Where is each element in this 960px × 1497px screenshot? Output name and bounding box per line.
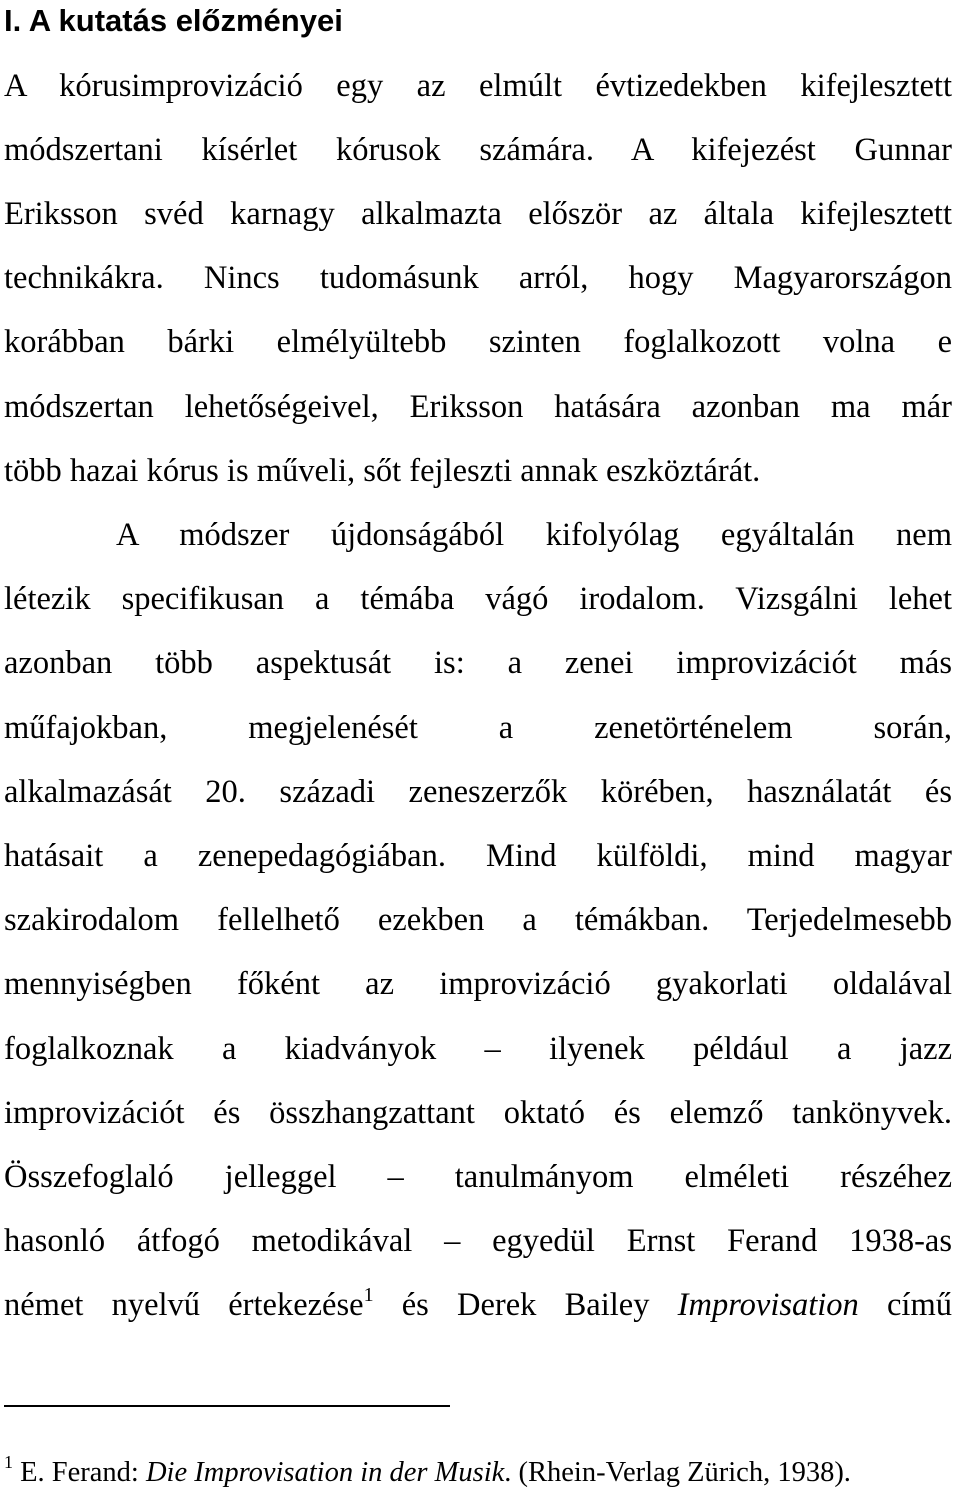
section-heading: I. A kutatás előzményei bbox=[4, 3, 343, 38]
text-line: Eriksson svéd karnagy alkalmazta először az általa kifejlesztett bbox=[4, 196, 952, 232]
text-line: improvizációt és összhangzattant oktató és elemző tankönyvek. bbox=[4, 1095, 952, 1131]
text-line: Összefoglaló jelleggel – tanulmányom elméleti részéhez bbox=[4, 1159, 952, 1195]
text-line: műfajokban, megjelenését a zenetörténelem során, bbox=[4, 710, 952, 746]
text-line: több hazai kórus is műveli, sőt fejleszti annak eszköztárát. bbox=[4, 453, 761, 489]
text-line: foglalkoznak a kiadványok – ilyenek például a jazz bbox=[4, 1031, 952, 1067]
footnote-book-title: Die Improvisation in der Musik bbox=[145, 1457, 505, 1488]
text-line: alkalmazását 20. századi zeneszerzők körében, használatát és bbox=[4, 774, 952, 810]
text-line: módszertan lehetőségeivel, Eriksson hatására azonban ma már bbox=[4, 389, 952, 425]
footnote-reference[interactable]: 1 bbox=[363, 1284, 374, 1306]
text-line-last bbox=[4, 1285, 952, 1325]
text-line: A módszer újdonságából kifolyólag egyáltalán nem bbox=[116, 517, 952, 553]
text-line: hatásait a zenepedagógiában. Mind külföldi, mind magyar bbox=[4, 838, 952, 874]
text-line: mennyiségben főként az improvizáció gyakorlati oldalával bbox=[4, 966, 952, 1002]
footnote bbox=[4, 1452, 851, 1491]
text-line: technikákra. Nincs tudomásunk arról, hogy Magyarországon bbox=[4, 260, 952, 296]
footnote-text: . (Rhein-Verlag Zürich, 1938). bbox=[504, 1457, 851, 1488]
text-run: című bbox=[858, 1287, 952, 1323]
text-run: és Derek Bailey bbox=[373, 1287, 678, 1323]
text-line: A kórusimprovizáció egy az elmúlt évtizedekben kifejlesztett bbox=[4, 68, 952, 104]
footnote-text: E. Ferand: bbox=[13, 1457, 146, 1488]
text-line: hasonló átfogó metodikával – egyedül Ernst Ferand 1938-as bbox=[4, 1223, 952, 1259]
footnote-number: 1 bbox=[4, 1452, 13, 1472]
book-title: Improvisation bbox=[677, 1287, 859, 1323]
text-line: szakirodalom fellelhető ezekben a témákban. Terjedelmesebb bbox=[4, 902, 952, 938]
text-line: azonban több aspektusát is: a zenei improvizációt más bbox=[4, 645, 952, 681]
text-line: módszertani kísérlet kórusok számára. A kifejezést Gunnar bbox=[4, 132, 952, 168]
footnote-divider bbox=[4, 1405, 450, 1407]
text-run: német nyelvű értekezése bbox=[4, 1287, 364, 1323]
text-line: létezik specifikusan a témába vágó irodalom. Vizsgálni lehet bbox=[4, 581, 952, 617]
text-line: korábban bárki elmélyültebb szinten foglalkozott volna e bbox=[4, 324, 952, 360]
